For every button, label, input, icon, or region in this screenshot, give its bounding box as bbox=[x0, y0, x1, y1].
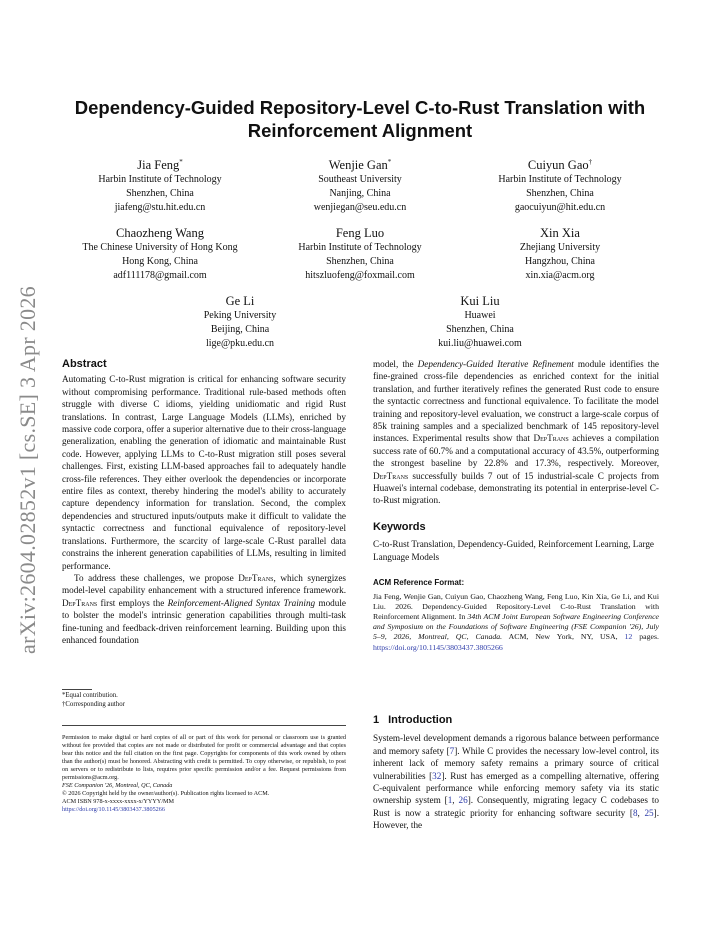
author-email: adf111178@gmail.com bbox=[113, 270, 207, 282]
page-count-link[interactable]: 12 bbox=[624, 632, 633, 642]
author-affiliation: Huawei bbox=[464, 310, 496, 322]
author-email: jiafeng@stu.hit.edu.cn bbox=[114, 202, 206, 214]
author bbox=[260, 155, 460, 215]
author-location: Shenzhen, China bbox=[446, 324, 514, 336]
author-name: Ge Li bbox=[225, 294, 255, 309]
author-affiliation: Harbin Institute of Technology bbox=[498, 174, 622, 186]
right-column bbox=[373, 358, 659, 653]
author-name: Feng Luo bbox=[335, 226, 385, 241]
author-name: Jia Feng bbox=[137, 158, 180, 173]
author-name: Cuiyun Gao bbox=[527, 158, 589, 173]
author-affiliation: Southeast University bbox=[318, 174, 402, 186]
abstract-paragraph: Automating C-to-Rust migration is critical for enhancing software security without compromising performance. Traditional rule-based methods often struggle with diverse C idioms, yielding unidiomatic and rigid Rust translations. In contrast, Large Language Models (LLMs), enriched by massive code corpora, offer a superior alternative due to their cross-language generalization, enabling the generation of idiomatic and maintainable Rust code. However, applying LLMs to C-to-Rust migration still poses several challenges. First, existing LLM-based approaches fail to adequately handle cross-file references. They either overlook the dependencies or incorporate entire files as context, thereby hindering the model's ability to accurately capture dependency information for translation. Second, the complex dependencies and structured inputs/outputs make it difficult to validate the syntactic correctness and functional equivalence of repository-level translations. Furthermore, the scarcity of large-scale C-Rust parallel data constrains the inherent generation capabilities of LLMs, resulting in limited performance. bbox=[62, 374, 346, 571]
acm-reference-heading: ACM Reference Format: bbox=[373, 578, 465, 588]
footnotes bbox=[62, 691, 346, 709]
citation-link[interactable]: 7 bbox=[449, 745, 455, 756]
citation-link[interactable]: 1 bbox=[447, 795, 453, 806]
system-name: DepTrans bbox=[373, 470, 409, 481]
permission-block bbox=[62, 725, 346, 814]
author-mark: * bbox=[179, 158, 183, 166]
abstract-continued: model, the Dependency-Guided Iterative Refinement module identifies the fine-grained cross-file dependencies as enriched context for the initial translation, and further iteratively refines the generated Rust code to ensure the syntactic correctness and functional equivalence. To facilitate the model training and repository-level evaluation, we construct a large-scale corpus of 85k training samples and a specialized benchmark of 145 repository-level instances. Experimental results show that DepTrans achieves a compilation success rate of 60.7% and a computational accuracy of 43.5%, outperforming the strongest baseline by 22.8% and 17.3%, respectively. Moreover, DepTrans successfully builds 7 out of 15 industrial-scale C projects from Huawei's internal codebase, demonstrating its potential in enterprise-level C-to-Rust migration. bbox=[373, 359, 659, 506]
acm-reference-block bbox=[373, 577, 659, 653]
author-location: Shenzhen, China bbox=[126, 188, 194, 200]
paper-title: Dependency-Guided Repository-Level C-to-Rust Translation with Reinforcement Alignment bbox=[74, 97, 646, 141]
author-email: kui.liu@huawei.com bbox=[438, 338, 522, 350]
left-column bbox=[62, 358, 346, 646]
author-email: wenjiegan@seu.edu.cn bbox=[313, 202, 407, 214]
author-location: Shenzhen, China bbox=[326, 256, 394, 268]
venue-line: FSE Companion '26, Montreal, QC, Canada bbox=[62, 782, 173, 789]
author-affiliation: Harbin Institute of Technology bbox=[298, 242, 422, 254]
author-email: lige@pku.edu.cn bbox=[205, 338, 275, 350]
doi-link[interactable]: https://doi.org/10.1145/3803437.3805266 bbox=[373, 642, 503, 652]
author-location: Hangzhou, China bbox=[525, 256, 595, 268]
author-location: Beijing, China bbox=[210, 324, 270, 336]
author-name: Xin Xia bbox=[540, 226, 580, 241]
system-name: DepTrans bbox=[62, 597, 98, 608]
author-row-1 bbox=[60, 155, 660, 215]
section-number: 1 bbox=[373, 714, 380, 726]
doi-link[interactable]: https://doi.org/10.1145/3803437.3805266 bbox=[62, 806, 165, 813]
footnote-rule bbox=[62, 689, 92, 690]
abstract-paragraph: To address these challenges, we propose DepTrans, which synergizes model-level capability enhancement with a structured inference framework. DepTrans first employs the Reinforcement-Aligned Syntax Training module to bolster the model's intrinsic generation capabilities through multi-task fine-tuning and feedback-driven reinforcement learning. Building upon this enhanced foundation bbox=[62, 572, 346, 645]
system-name: DepTrans bbox=[533, 433, 569, 444]
author-location: Shenzhen, China bbox=[526, 188, 594, 200]
author-affiliation: Peking University bbox=[203, 310, 277, 322]
author bbox=[140, 294, 340, 351]
author bbox=[380, 294, 580, 351]
citation-link[interactable]: 26 bbox=[458, 795, 468, 806]
section-title: Introduction bbox=[388, 714, 453, 726]
author-row-3 bbox=[60, 294, 660, 351]
author-affiliation: The Chinese University of Hong Kong bbox=[82, 242, 238, 254]
author-email: hitszluofeng@foxmail.com bbox=[305, 270, 415, 282]
author bbox=[60, 226, 260, 283]
introduction-paragraph: System-level development demands a rigorous balance between performance and memory safety [7]. While C provides the necessary low-level control, its inherent lack of memory safety remains a primary source of critical vulnerabilities [32]. Rust has emerged as a compelling alternative, offering C-equivalent performance while enforcing memory safety via its static ownership system [1, 26]. Consequently, migrating legacy C codebases to Rust is now a strategic priority for enhancing software security [8, 25]. However, the bbox=[373, 733, 660, 831]
acm-reference-text: Jia Feng, Wenjie Gan, Cuiyun Gao, Chaozheng Wang, Feng Luo, Kin Xia, Ge Li, and Kui Liu. 2026. Dependency-Guided Repository-Level C-to-Rust Translation with Reinforcement Alignment. In 34th ACM Joint European Software Engineering Conference and Symposium on the Foundations of Software Engineering (FSE Companion '26), July 5–9, 2026, Montreal, QC, Canada. ACM, New York, NY, USA, 12 pages. https://doi.org/10.1145/3803437.3805266 bbox=[373, 591, 659, 652]
introduction-section bbox=[373, 714, 659, 832]
author-mark: † bbox=[588, 158, 593, 166]
author-email: gaocuiyun@hit.edu.cn bbox=[514, 202, 606, 214]
permission-text: Permission to make digital or hard copies of all or part of this work for personal or classroom use is granted without fee provided that copies are not made or distributed for profit or commercial advantage and that copies bear this notice and the full citation on the first page. Copyrights for components of this work owned by others than the author(s) must be honored. Abstracting with credit is permitted. To copy otherwise, or republish, to post on servers or to redistribute to lists, requires prior specific permission and/or a fee. Request permissions from permissions@acm.org. bbox=[62, 734, 346, 781]
keywords-heading: Keywords bbox=[373, 520, 426, 533]
system-name: DepTrans bbox=[238, 572, 274, 583]
footnote-corresponding-author: †Corresponding author bbox=[62, 701, 125, 708]
author bbox=[460, 155, 660, 215]
author-affiliation: Zhejiang University bbox=[519, 242, 601, 254]
citation-link[interactable]: 25 bbox=[644, 807, 654, 818]
author bbox=[260, 226, 460, 283]
citation-link[interactable]: 32 bbox=[432, 770, 442, 781]
author-email: xin.xia@acm.org bbox=[525, 270, 595, 282]
isbn-line: ACM ISBN 978-x-xxxx-xxxx-x/YYYY/MM bbox=[62, 798, 175, 805]
footnote-equal-contribution: *Equal contribution. bbox=[62, 692, 118, 699]
author-name: Chaozheng Wang bbox=[116, 226, 204, 241]
author-block bbox=[60, 155, 660, 362]
introduction-heading bbox=[373, 714, 659, 726]
author-name: Kui Liu bbox=[460, 294, 500, 309]
author bbox=[60, 155, 260, 215]
author bbox=[460, 226, 660, 283]
copyright-line: © 2026 Copyright held by the owner/author(s). Publication rights licensed to ACM. bbox=[62, 790, 270, 797]
author-location: Hong Kong, China bbox=[122, 256, 198, 268]
author-name: Wenjie Gan bbox=[328, 158, 388, 173]
arxiv-stamp: arXiv:2604.02852v1 [cs.SE] 3 Apr 2026 bbox=[15, 286, 40, 654]
abstract-heading: Abstract bbox=[62, 358, 107, 370]
author-mark: * bbox=[387, 158, 392, 166]
author-row-2 bbox=[60, 226, 660, 283]
author-affiliation: Harbin Institute of Technology bbox=[98, 174, 222, 186]
citation-link[interactable]: 8 bbox=[632, 807, 638, 818]
keywords-text: C-to-Rust Translation, Dependency-Guided, Reinforcement Learning, Large Language Models bbox=[373, 539, 654, 562]
author-location: Nanjing, China bbox=[329, 188, 391, 200]
